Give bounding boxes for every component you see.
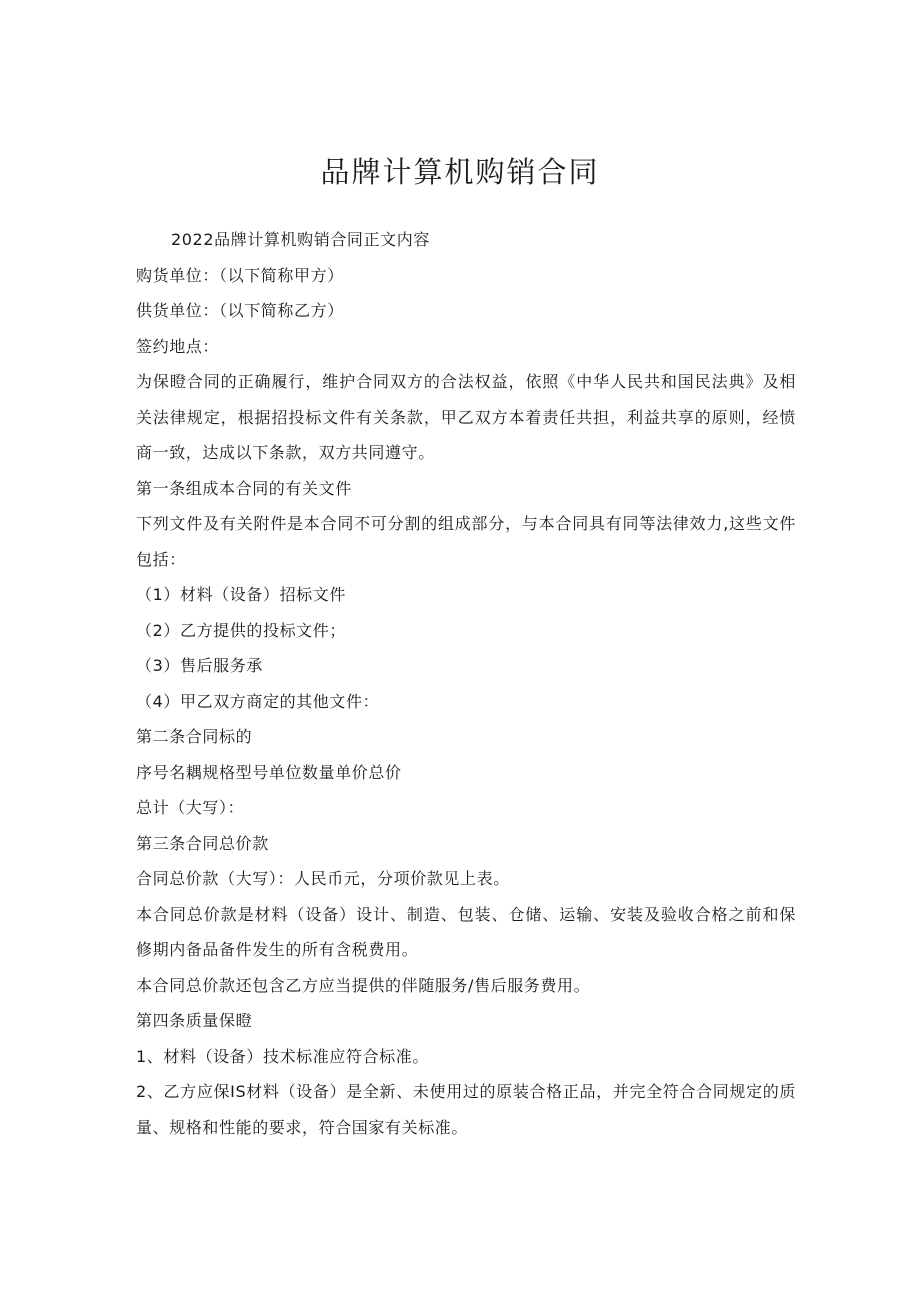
list-item: （4）甲乙双方商定的其他文件： [136, 691, 380, 711]
paragraph-subtitle: 2022品牌计算机购销合同正文内容 [171, 230, 430, 249]
section-heading-1: 第一条组成本合同的有关文件 [136, 478, 352, 498]
paragraph-signing-place: 签约地点： [136, 336, 220, 356]
paragraph-price-scope: 本合同总价款是材料（设备）设计、制造、包装、仓储、运输、安装及验收合格之前和保修期内备品备件发生的所有含税费用。 [136, 904, 796, 959]
list-item: （2）乙方提供的投标文件； [136, 620, 346, 640]
paragraph-quality-2: 2、乙方应保IS材料（设备）是全新、未使用过的原装合格正品，并完全符合合同规定的质量、规格和性能的要求，符合国家有关标准。 [136, 1082, 796, 1137]
paragraph-service-fee: 本合同总价款还包含乙方应当提供的伴随服务/售后服务费用。 [136, 975, 591, 995]
document-body [136, 222, 796, 1145]
paragraph-quality-1: 1、材料（设备）技术标准应符合标准。 [136, 1046, 429, 1066]
list-item: （3）售后服务承 [136, 656, 263, 675]
paragraph-table-header: 序号名耦规格型号单位数量单价总价 [136, 762, 402, 782]
section-heading-3: 第三条合同总价款 [136, 833, 269, 853]
paragraph-buyer: 购货单位：（以下简称甲方） [136, 265, 344, 285]
paragraph-preamble: 为保瞪合同的正确履行，维护合同双方的合法权益，依照《中华人民共和国民法典》及相关法律规定，根据招投标文件有关条款，甲乙双方本着责任共担，利益共享的原则，经愤商一致，达成以下条款，双方共同遵守。 [136, 372, 796, 462]
document-title: 品牌计算机购销合同 [320, 155, 600, 189]
list-item: （1）材料（设备）招标文件 [136, 585, 346, 604]
paragraph-total: 总计（大写）： [136, 798, 245, 817]
paragraph-supplier: 供货单位：（以下简称乙方） [136, 301, 344, 320]
paragraph-documents: 下列文件及有关附件是本合同不可分割的组成部分，与本合同具有同等法律效力,这些文件包括： [136, 514, 796, 569]
paragraph-total-price: 合同总价款（大写）：人民币元，分项价款见上表。 [136, 869, 510, 888]
section-heading-4: 第四条质量保瞪 [136, 1011, 253, 1030]
section-heading-2: 第二条合同标的 [136, 727, 253, 746]
